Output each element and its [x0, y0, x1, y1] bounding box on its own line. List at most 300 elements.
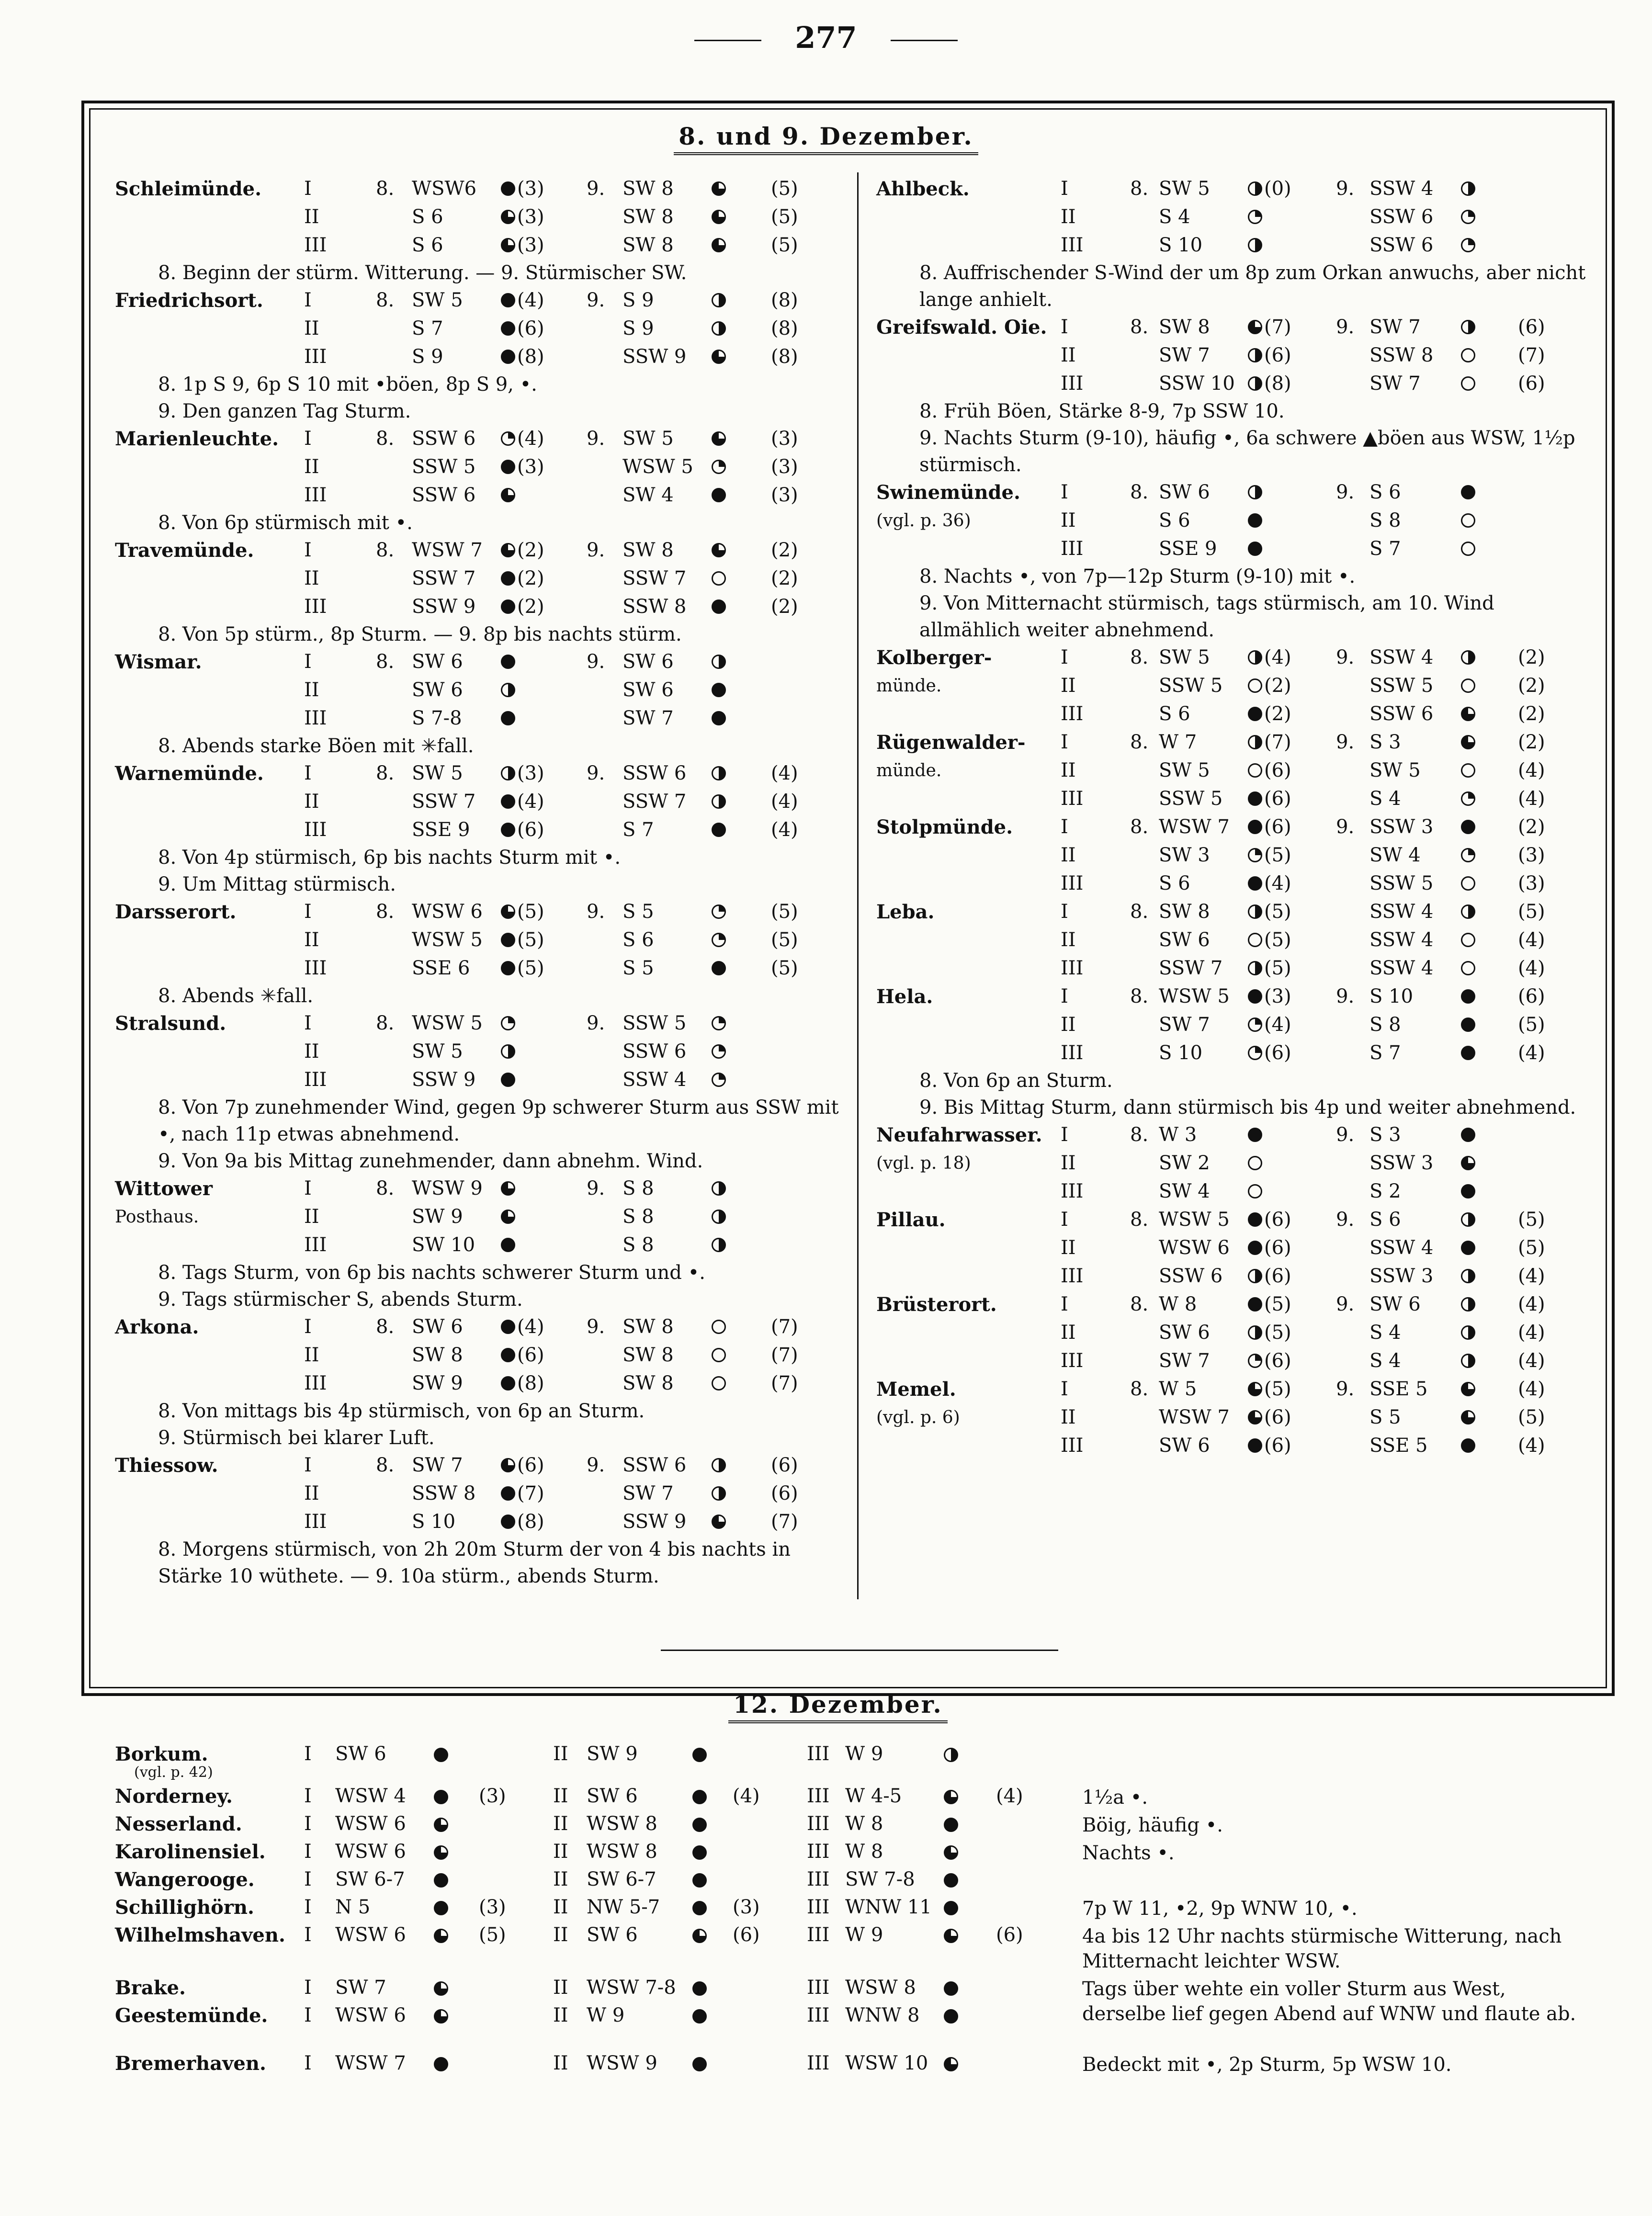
row-cell: (8) — [517, 1372, 544, 1394]
weather-symbol-icon — [944, 2057, 958, 2071]
station-name: Nesserland. — [115, 1813, 242, 1835]
station-note: 9. Tags stürmischer S, abends Sturm. — [158, 1289, 523, 1311]
weather-symbol-icon — [1248, 763, 1262, 778]
row-cell: SW 8 — [412, 1344, 463, 1366]
obs-label: II — [553, 1924, 568, 1946]
row-cell: SW 7 — [622, 1482, 674, 1504]
station-name: Schleimünde. — [115, 178, 261, 200]
rule-right — [891, 40, 958, 41]
station-block — [876, 313, 1590, 398]
weather-symbol-icon — [501, 431, 515, 446]
row-cell: III — [304, 346, 327, 368]
weather-symbol-icon — [1461, 238, 1475, 252]
row-cell: SSW 7 — [622, 567, 687, 589]
obs-label: II — [553, 2004, 568, 2026]
station-note: 8. Morgens stürmisch, von 2h 20m Sturm der von 4 bis nachts in Stärke 10 wüthete. — 9. 10a stürm., abends Sturm. — [158, 1538, 797, 1587]
station-name: Schillighörn. — [115, 1896, 254, 1919]
row-cell: 8. — [1130, 646, 1149, 668]
station-block — [876, 644, 1590, 728]
row-cell: 8. — [376, 1316, 395, 1338]
station-note: 9. Von Mitternacht stürmisch, tags stürmisch, am 10. Wind allmählich weiter abnehmend. — [919, 592, 1501, 641]
row-cell: SW 6 — [1159, 1322, 1210, 1344]
station-row — [876, 1262, 1590, 1290]
row-cell: SW 5 — [622, 428, 674, 450]
row-cell: S 10 — [1369, 985, 1414, 1007]
row-cell: (4) — [517, 1316, 544, 1338]
station-note: 8. Von 7p zunehmender Wind, gegen 9p schwerer Sturm aus SSW mit •, nach 11p etwas abnehmend. — [158, 1097, 845, 1145]
station-name: Greifswald. Oie. — [876, 316, 1047, 339]
obs-II-value: (6) — [733, 1924, 760, 1946]
weather-symbol-icon — [1461, 1325, 1475, 1340]
row-cell: (5) — [517, 929, 544, 951]
row-cell: (6) — [1264, 816, 1291, 838]
station-row — [876, 478, 1590, 507]
row-cell: SW 4 — [1159, 1180, 1210, 1202]
row-cell: SW 8 — [622, 1316, 674, 1338]
obs-label: III — [807, 1977, 830, 1999]
station-subname: (vgl. p. 18) — [876, 1153, 971, 1173]
weather-symbol-icon — [501, 683, 515, 697]
row-cell: I — [1061, 178, 1068, 200]
row-cell: S 6 — [1159, 872, 1190, 894]
weather-symbol-icon — [1461, 763, 1475, 778]
weather-symbol-icon — [501, 1320, 515, 1334]
weather-symbol-icon — [712, 210, 726, 224]
row-cell: (0) — [1264, 178, 1291, 200]
row-cell: (5) — [771, 206, 798, 228]
row-cell: SW 7 — [1159, 1014, 1210, 1036]
obs-III: WNW 8 — [845, 2004, 920, 2026]
station-row — [876, 813, 1590, 841]
station-row — [876, 231, 1590, 260]
row-cell: (3) — [771, 428, 798, 450]
row-cell: SW 8 — [622, 206, 674, 228]
weather-symbol-icon — [712, 1515, 726, 1529]
weather-symbol-icon — [1248, 1410, 1262, 1425]
weather-symbol-icon — [1461, 933, 1475, 947]
page-number — [0, 20, 1652, 55]
station-row — [115, 704, 848, 733]
weather-symbol-icon — [434, 1845, 448, 1860]
row-cell: S 9 — [622, 317, 654, 339]
weather-symbol-icon — [712, 1458, 726, 1472]
row-cell: (2) — [517, 539, 544, 561]
weather-symbol-icon — [1461, 1046, 1475, 1060]
page-number-text: 277 — [795, 20, 857, 55]
weather-symbol-icon — [1461, 348, 1475, 362]
weather-symbol-icon — [944, 2009, 958, 2024]
weather-symbol-icon — [501, 1486, 515, 1501]
weather-symbol-icon — [712, 431, 726, 446]
station-row — [876, 1375, 1590, 1403]
row-cell: (5) — [771, 901, 798, 923]
obs-I: WSW 6 — [335, 1813, 406, 1835]
row-cell: I — [304, 289, 312, 311]
station-row — [115, 453, 848, 481]
weather-symbol-icon — [692, 1873, 707, 1888]
row-cell: (2) — [1518, 675, 1545, 697]
station-row — [115, 1038, 848, 1066]
row-cell: S 2 — [1369, 1180, 1401, 1202]
row-cell: S 10 — [1159, 234, 1203, 256]
row-cell: (7) — [771, 1372, 798, 1394]
station-row — [115, 926, 848, 954]
obs-label: III — [807, 1868, 830, 1890]
row-cell: SSW 4 — [1369, 1237, 1434, 1259]
station-row — [876, 1039, 1590, 1067]
obs-II: WSW 8 — [587, 1813, 657, 1835]
weather-symbol-icon — [944, 1929, 958, 1943]
row-cell: I — [1061, 646, 1068, 668]
obs-label: I — [304, 1977, 312, 1999]
row-cell: II — [1061, 759, 1076, 781]
rule-left — [694, 40, 761, 41]
row-cell: S 9 — [412, 346, 443, 368]
row-cell: 9. — [1336, 985, 1355, 1007]
row-cell: 8. — [376, 901, 395, 923]
weather-symbol-icon — [1248, 1241, 1262, 1255]
obs-III: W 4-5 — [845, 1785, 902, 1807]
weather-symbol-icon — [501, 1238, 515, 1252]
december12-row — [115, 2052, 1599, 2079]
row-cell: W 7 — [1159, 731, 1197, 753]
obs-II: WSW 7-8 — [587, 1977, 676, 1999]
station-row — [876, 175, 1590, 203]
row-cell: SSW 6 — [1369, 206, 1434, 228]
station-row — [876, 983, 1590, 1011]
station-name: Leba. — [876, 901, 935, 923]
row-cell: (6) — [517, 1344, 544, 1366]
row-cell: S 8 — [622, 1234, 654, 1256]
row-cell: SW 8 — [622, 539, 674, 561]
weather-symbol-icon — [1248, 1438, 1262, 1453]
row-cell: II — [1061, 929, 1076, 951]
station-row — [115, 1451, 848, 1480]
row-cell: SSW 4 — [1369, 957, 1434, 979]
weather-symbol-icon — [712, 1238, 726, 1252]
weather-symbol-icon — [1248, 678, 1262, 693]
station-row — [876, 954, 1590, 983]
weather-symbol-icon — [712, 1348, 726, 1362]
obs-III: WSW 10 — [845, 2052, 928, 2074]
row-cell: SW 8 — [622, 1344, 674, 1366]
row-cell: SSW 7 — [1159, 957, 1223, 979]
row-cell: SW 4 — [1369, 844, 1421, 866]
row-cell: II — [304, 679, 319, 701]
row-cell: S 6 — [412, 234, 443, 256]
row-cell: III — [1061, 1042, 1084, 1064]
row-cell: S 7-8 — [412, 707, 462, 729]
station-row — [115, 425, 848, 453]
station-row — [115, 648, 848, 676]
row-cell: SW 8 — [622, 1372, 674, 1394]
station-row — [876, 535, 1590, 563]
row-cell: S 8 — [1369, 1014, 1401, 1036]
row-cell: SSE 6 — [412, 957, 470, 979]
row-cell: (4) — [1518, 1350, 1545, 1372]
weather-symbol-icon — [1248, 376, 1262, 391]
weather-symbol-icon — [501, 1016, 515, 1030]
station-row — [876, 1206, 1590, 1234]
row-cell: S 7 — [1369, 1042, 1401, 1064]
row-cell: II — [1061, 675, 1076, 697]
row-cell: 9. — [587, 762, 605, 784]
row-cell: SSW 6 — [622, 1454, 687, 1476]
right-column — [876, 175, 1590, 1460]
december12-row — [115, 2004, 1599, 2031]
row-cell: I — [1061, 1209, 1068, 1231]
row-cell: II — [1061, 1406, 1076, 1428]
weather-symbol-icon — [501, 1044, 515, 1059]
row-cell: (6) — [517, 1454, 544, 1476]
station-block — [115, 175, 848, 260]
station-note: 9. Bis Mittag Sturm, dann stürmisch bis 4p und weiter abnehmend. — [919, 1097, 1576, 1119]
obs-I: SW 6 — [335, 1743, 386, 1765]
station-row — [876, 507, 1590, 535]
obs-label: II — [553, 1841, 568, 1863]
weather-symbol-icon — [1461, 376, 1475, 391]
row-cell: (6) — [1518, 373, 1545, 395]
row-cell: III — [304, 234, 327, 256]
row-cell: SSW 5 — [412, 456, 476, 478]
weather-symbol-icon — [1461, 904, 1475, 919]
obs-label: III — [807, 2052, 830, 2074]
row-cell: III — [1061, 1350, 1084, 1372]
obs-label: III — [807, 1785, 830, 1807]
station-block — [115, 1451, 848, 1536]
row-cell: (5) — [1518, 901, 1545, 923]
row-cell: S 5 — [622, 901, 654, 923]
station-block — [876, 478, 1590, 563]
station-row — [115, 1369, 848, 1398]
station-row — [115, 788, 848, 816]
row-cell: I — [304, 651, 312, 673]
station-name: Friedrichsort. — [115, 289, 263, 312]
row-cell: WSW 9 — [412, 1177, 483, 1199]
row-cell: SW 7 — [1369, 316, 1421, 338]
station-name: Neufahrwasser. — [876, 1124, 1042, 1146]
row-cell: SSW 10 — [1159, 373, 1235, 395]
row-cell: SSE 5 — [1369, 1378, 1428, 1400]
station-name: Marienleuchte. — [115, 428, 279, 450]
row-cell: (2) — [771, 596, 798, 618]
obs-label: II — [553, 1743, 568, 1765]
weather-symbol-icon — [1461, 1438, 1475, 1453]
row-cell: (5) — [1264, 844, 1291, 866]
weather-symbol-icon — [1461, 1410, 1475, 1425]
weather-symbol-icon — [712, 711, 726, 725]
row-cell: S 10 — [1159, 1042, 1203, 1064]
row-cell: II — [1061, 1152, 1076, 1174]
station-name: Wilhelmshaven. — [115, 1924, 285, 1946]
row-cell: (3) — [771, 456, 798, 478]
weather-symbol-icon — [712, 543, 726, 557]
obs-label: II — [553, 1977, 568, 1999]
row-cell: (6) — [517, 819, 544, 841]
row-cell: 8. — [1130, 481, 1149, 503]
weather-symbol-icon — [501, 460, 515, 474]
row-cell: (4) — [771, 791, 798, 813]
row-cell: SW 7 — [622, 707, 674, 729]
station-block — [876, 728, 1590, 813]
station-name: Karolinensiel. — [115, 1841, 266, 1863]
station-note: 8. Beginn der stürm. Witterung. — 9. Stürmischer SW. — [158, 262, 687, 284]
obs-III: W 9 — [845, 1924, 883, 1946]
station-row — [115, 593, 848, 621]
station-row — [876, 1347, 1590, 1375]
obs-III: WSW 8 — [845, 1977, 916, 1999]
row-cell: (5) — [1264, 1378, 1291, 1400]
row-cell: SW 2 — [1159, 1152, 1210, 1174]
weather-symbol-icon — [1461, 1184, 1475, 1198]
weather-symbol-icon — [1248, 1212, 1262, 1227]
station-row — [115, 954, 848, 983]
row-cell: SW 6 — [1369, 1293, 1421, 1315]
station-name: Darsserort. — [115, 901, 237, 923]
row-cell: SSW 7 — [622, 791, 687, 813]
obs-III: WNW 11 — [845, 1896, 932, 1918]
row-cell: (6) — [1264, 1406, 1291, 1428]
station-block — [876, 813, 1590, 898]
weather-symbol-icon — [1248, 1325, 1262, 1340]
weather-symbol-icon — [1248, 1046, 1262, 1060]
row-cell: SSE 9 — [412, 819, 470, 841]
row-cell: III — [304, 1372, 327, 1394]
row-cell: (8) — [771, 346, 798, 368]
station-name: Wittower — [115, 1177, 213, 1200]
row-cell: WSW 5 — [1159, 1209, 1230, 1231]
station-note: 9. Um Mittag stürmisch. — [158, 873, 396, 895]
row-cell: S 10 — [412, 1511, 456, 1533]
station-subname: (vgl. p. 42) — [134, 1764, 213, 1781]
obs-label: I — [304, 1868, 312, 1890]
row-cell: SW 7 — [1159, 344, 1210, 366]
weather-symbol-icon — [501, 933, 515, 947]
weather-symbol-icon — [1461, 678, 1475, 693]
row-cell: SSW 4 — [1369, 178, 1434, 200]
weather-symbol-icon — [692, 1901, 707, 1915]
station-name: Geestemünde. — [115, 2004, 268, 2027]
weather-symbol-icon — [434, 1981, 448, 1996]
weather-symbol-icon — [712, 794, 726, 809]
row-cell: I — [304, 539, 312, 561]
row-cell: 9. — [1336, 316, 1355, 338]
row-cell: W 5 — [1159, 1378, 1197, 1400]
weather-symbol-icon — [1248, 791, 1262, 806]
row-cell: 9. — [1336, 481, 1355, 503]
row-cell: WSW 5 — [622, 456, 693, 478]
row-cell: SSW 9 — [622, 346, 687, 368]
row-cell: 8. — [1130, 1293, 1149, 1315]
row-cell: III — [1061, 538, 1084, 560]
row-cell: 8. — [376, 539, 395, 561]
station-name: Travemünde. — [115, 539, 254, 562]
station-name: Arkona. — [115, 1316, 199, 1338]
row-cell: SSW 7 — [412, 791, 476, 813]
row-cell: (6) — [771, 1454, 798, 1476]
station-row — [876, 370, 1590, 398]
row-cell: SW 6 — [412, 679, 463, 701]
station-row — [876, 898, 1590, 926]
row-cell: II — [304, 1040, 319, 1063]
row-cell: (4) — [517, 791, 544, 813]
left-column — [115, 175, 848, 1590]
row-cell: SSW 4 — [1369, 646, 1434, 668]
row-cell: III — [304, 819, 327, 841]
row-cell: II — [304, 456, 319, 478]
row-cell: SSW 5 — [1369, 675, 1434, 697]
december12-row — [115, 1896, 1599, 1923]
row-cell: SSW 4 — [622, 1069, 687, 1091]
weather-symbol-icon — [1248, 181, 1262, 196]
station-name: Memel. — [876, 1378, 956, 1401]
weather-symbol-icon — [501, 961, 515, 975]
row-cell: (7) — [771, 1344, 798, 1366]
obs-III: W 9 — [845, 1743, 883, 1765]
row-cell: WSW 7 — [1159, 1406, 1230, 1428]
weather-symbol-icon — [434, 1901, 448, 1915]
row-cell: S 4 — [1159, 206, 1190, 228]
december12-note: Tags über wehte ein voller Sturm aus West, derselbe lief gegen Abend auf WNW und flaute ab. — [1082, 1978, 1576, 2025]
row-cell: SSW 9 — [622, 1511, 687, 1533]
weather-symbol-icon — [1461, 181, 1475, 196]
row-cell: 9. — [587, 178, 605, 200]
row-cell: (3) — [1518, 844, 1545, 866]
station-row — [115, 1066, 848, 1094]
row-cell: (3) — [517, 234, 544, 256]
station-row — [876, 1432, 1590, 1460]
row-cell: SW 7 — [1159, 1350, 1210, 1372]
row-cell: III — [1061, 788, 1084, 810]
weather-symbol-icon — [1248, 1018, 1262, 1032]
row-cell: III — [304, 596, 327, 618]
row-cell: 9. — [587, 901, 605, 923]
row-cell: 9. — [1336, 1293, 1355, 1315]
row-cell: SW 6 — [412, 1316, 463, 1338]
obs-III: SW 7-8 — [845, 1868, 915, 1890]
obs-label: III — [807, 1924, 830, 1946]
row-cell: 9. — [1336, 1209, 1355, 1231]
station-name: Bremerhaven. — [115, 2052, 266, 2075]
row-cell: SSW 5 — [1159, 675, 1223, 697]
station-row — [876, 644, 1590, 672]
row-cell: I — [1061, 1378, 1068, 1400]
row-cell: SSW 6 — [622, 1040, 687, 1063]
row-cell: SW 5 — [412, 289, 463, 311]
weather-symbol-icon — [712, 1486, 726, 1501]
station-name: Warnemünde. — [115, 762, 264, 785]
row-cell: 9. — [587, 1316, 605, 1338]
station-row — [876, 757, 1590, 785]
row-cell: (2) — [1264, 675, 1291, 697]
row-cell: S 7 — [1369, 538, 1401, 560]
row-cell: (4) — [1518, 957, 1545, 979]
weather-symbol-icon — [1248, 1382, 1262, 1396]
row-cell: (7) — [1518, 344, 1545, 366]
obs-III-value: (6) — [996, 1924, 1023, 1946]
row-cell: 9. — [587, 428, 605, 450]
station-note: 8. Abends ✳fall. — [158, 985, 314, 1007]
section1-title: 8. und 9. Dezember. — [622, 122, 1030, 150]
row-cell: 9. — [587, 1454, 605, 1476]
weather-symbol-icon — [501, 543, 515, 557]
row-cell: SW 7 — [412, 1454, 463, 1476]
obs-II: SW 6-7 — [587, 1868, 656, 1890]
weather-symbol-icon — [1461, 1128, 1475, 1142]
station-block — [876, 1375, 1590, 1460]
section2-title: 12. Dezember. — [694, 1690, 982, 1719]
row-cell: 9. — [587, 539, 605, 561]
